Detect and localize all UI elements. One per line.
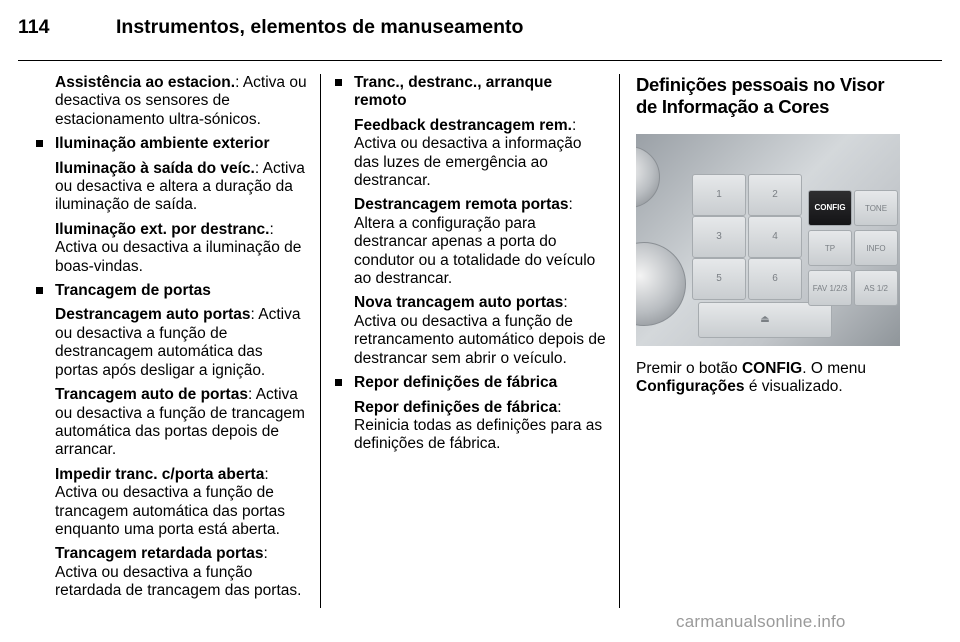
entry: Impedir tranc. c/porta aberta: Activa ou desactiva a função de trancagem automática das portas enquanto uma porta está aberta. xyxy=(55,465,286,538)
entry: Trancagem retardada portas: Activa ou desactiva a função retardada de trancagem das portas. xyxy=(55,545,302,600)
entry: Iluminação à saída do veíc.: Activa ou desactiva e altera a duração da iluminação de saída. xyxy=(55,159,305,214)
page-header xyxy=(18,16,942,52)
column-divider-2 xyxy=(619,74,620,608)
volume-knob xyxy=(636,146,660,208)
entry: Destrancagem remota portas: Altera a configuração para destrancar apenas a porta do condutor ou a totalidade do veículo ao destrancar. xyxy=(354,196,596,288)
entry-parking-assist xyxy=(55,74,310,129)
bullet-square xyxy=(335,379,342,386)
entry: Nova trancagem auto portas: Activa ou desactiva a função de retrancamento automático depois de destrancar sem abrir o veículo. xyxy=(354,294,606,367)
bullet-square xyxy=(36,140,43,147)
preset-key-3: 3 xyxy=(692,216,746,258)
config-key: CONFIG xyxy=(808,190,852,226)
preset-key-1: 1 xyxy=(692,174,746,216)
column-divider-1 xyxy=(320,74,321,608)
bullet-square xyxy=(36,287,43,294)
header-rule xyxy=(18,60,942,61)
entry: Destrancagem auto portas: Activa ou desactiva a função de destrancagem automática das portas após desligar a ignição. xyxy=(55,306,301,379)
column-1 xyxy=(55,74,310,607)
column-2 xyxy=(354,74,606,460)
entry-text: : Activa ou desactiva os sensores de estacionamento ultra-sónicos. xyxy=(55,74,307,128)
info-key: INFO xyxy=(854,230,898,266)
entry: Repor definições de fábrica: Reinicia todas as definições para as definições de fábrica. xyxy=(354,398,603,453)
entry: Trancagem auto de portas: Activa ou desactiva a função de trancagem automática das portas depois de arrancar. xyxy=(55,386,305,459)
tone-key: TONE xyxy=(854,190,898,226)
section-title-door-locking: Trancagem de portas xyxy=(55,282,310,300)
page-title: Instrumentos, elementos de manuseamento xyxy=(116,16,524,38)
entry: Feedback destrancagem rem.: Activa ou desactiva a informação das luzes de emergência ao destrancar. xyxy=(354,116,582,190)
entry: Iluminação ext. por destranc.: Activa ou desactiva a iluminação de boas-vindas. xyxy=(55,220,302,275)
preset-key-5: 5 xyxy=(692,258,746,300)
instruction-paragraph: Premir o botão CONFIG. O menu Configurações é visualizado. xyxy=(636,360,866,396)
section-title-factory-reset: Repor definições de fábrica xyxy=(354,374,606,392)
section-title-remote: Tranc., destranc., arranque remoto xyxy=(354,74,606,111)
page-number: 114 xyxy=(18,16,50,38)
section-heading: Definições pessoais no Visor de Informação a Cores xyxy=(636,74,885,117)
as-key: AS 1/2 xyxy=(854,270,898,306)
preset-key-2: 2 xyxy=(748,174,802,216)
watermark: carmanualsonline.info xyxy=(676,612,846,631)
column-3 xyxy=(636,74,902,403)
fav-key: FAV 1/2/3 xyxy=(808,270,852,306)
control-panel-photo xyxy=(636,134,900,346)
eject-key: ⏏ xyxy=(698,302,832,338)
section-title-exterior-lighting: Iluminação ambiente exterior xyxy=(55,135,310,153)
bullet-square xyxy=(335,79,342,86)
preset-key-4: 4 xyxy=(748,216,802,258)
preset-key-6: 6 xyxy=(748,258,802,300)
menu-knob xyxy=(636,242,686,326)
entry-term: Assistência ao estacion. xyxy=(55,74,236,91)
tp-key: TP xyxy=(808,230,852,266)
